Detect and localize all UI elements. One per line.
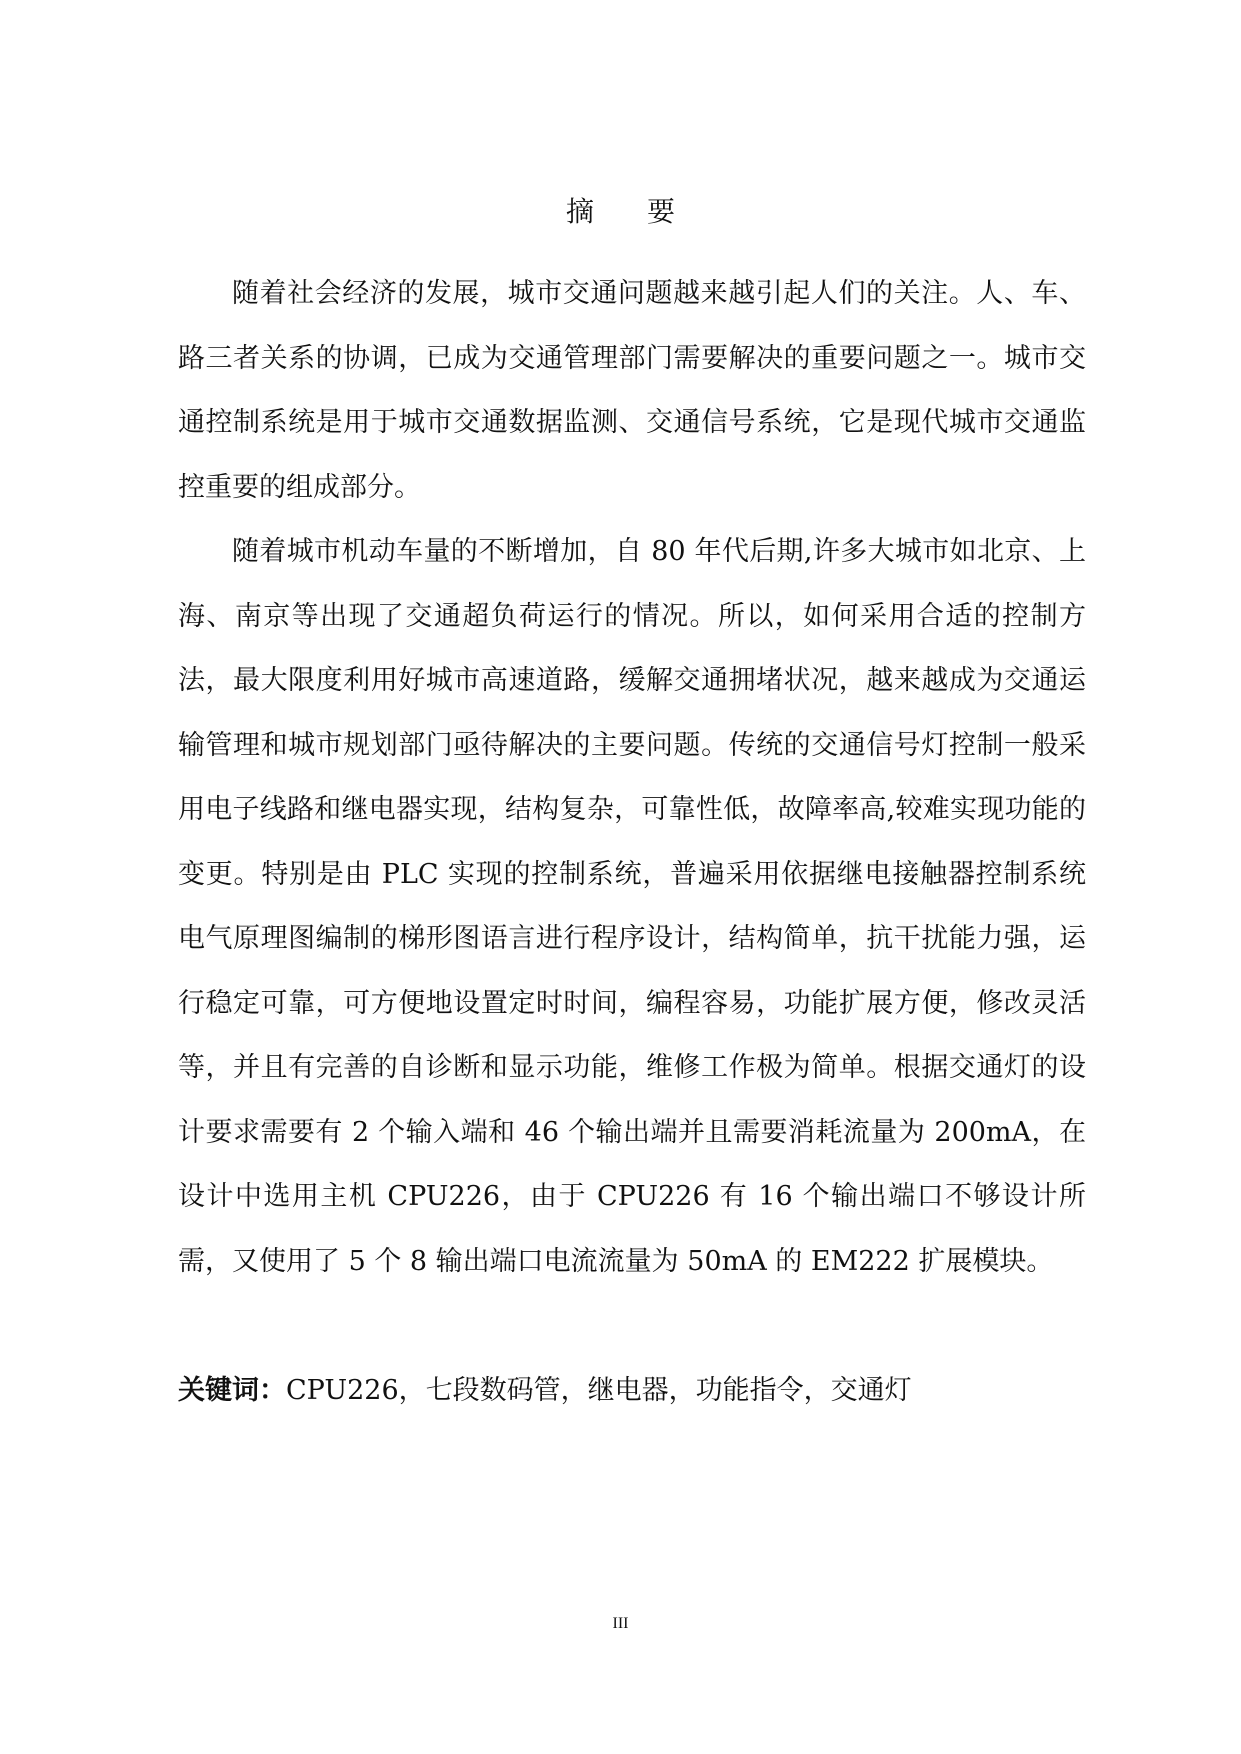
keywords-label: 关键词： bbox=[178, 1375, 286, 1406]
keywords-list: CPU226，七段数码管，继电器，功能指令，交通灯 bbox=[286, 1375, 912, 1406]
abstract-body-2 bbox=[178, 520, 1086, 1294]
abstract-title: 摘 要 bbox=[566, 195, 697, 228]
page-number: III bbox=[612, 1615, 629, 1632]
abstract-paragraph-1: 随着社会经济的发展，城市交通问题越来越引起人们的关注。人、车、路三者关系的协调，已成为交通管理部门需要解决的重要问题之一。城市交通控制系统是用于城市交通数据监测、交通信号系统，它是现代城市交通监控重要的组成部分。 bbox=[178, 278, 1086, 503]
abstract-paragraph-2: 随着城市机动车量的不断增加，自 80 年代后期,许多大城市如北京、上海、南京等出现了交通超负荷运行的情况。所以，如何采用合适的控制方法，最大限度利用好城市高速道路，缓解交通拥堵状况，越来越成为交通运输管理和城市规划部门亟待解决的主要问题。传统的交通信号灯控制一般采用电子线路和继电器实现，结构复杂，可靠性低，故障率高,较难实现功能的变更。特别是由 PLC 实现的控制系统，普遍采用依据继电接触器控制系统电气原理图编制的梯形图语言进行程序设计，结构简单，抗干扰能力强，运行稳定可靠，可方便地设置定时时间，编程容易，功能扩展方便，修改灵活等，并且有完善的自诊断和显示功能，维修工作极为简单。根据交通灯的设计要求需要有 2 个输入端和 46 个输出端并且需要消耗流量为 200mA，在设计中选用主机 CPU226，由于 CPU226 有 16 个输出端口不够设计所需，又使用了 5 个 8 输出端口电流流量为 50mA 的 EM222 扩展模块。 bbox=[178, 536, 1086, 1277]
keywords-line bbox=[178, 1371, 1086, 1411]
abstract-body-1 bbox=[178, 262, 1086, 520]
